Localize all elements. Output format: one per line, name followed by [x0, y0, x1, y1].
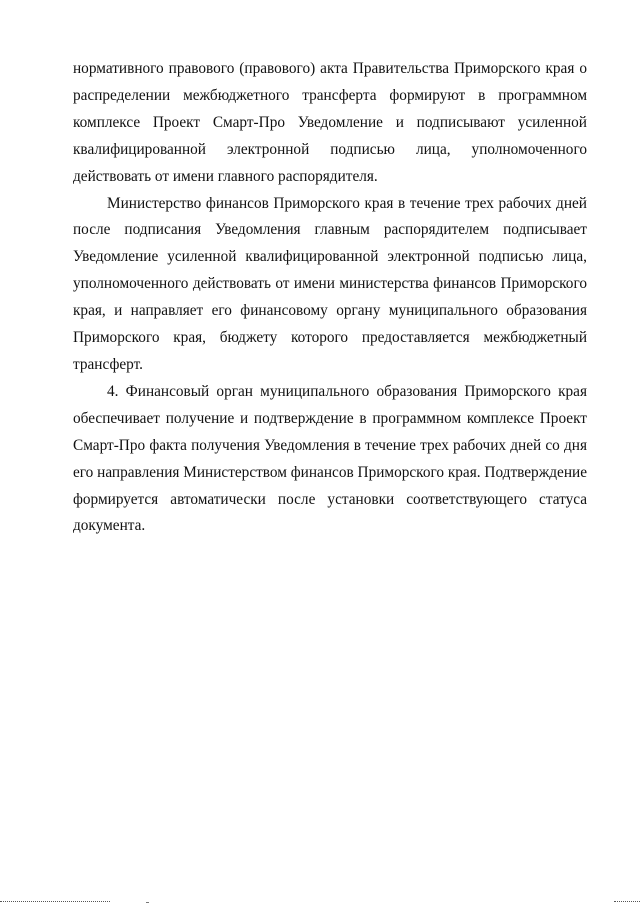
paragraph-continuation: нормативного правового (правового) акта Правительства Приморского края о распределении межбюджетного трансферта формируют в программном комплексе Проект Смарт-Про Уведомление и подписывают усиленной квалифицированной электронной подписью лица, уполномоченного действовать от имени главного распорядителя. — [73, 60, 587, 185]
document-body — [73, 56, 587, 540]
footer-dotted-rule-left — [0, 901, 110, 902]
paragraph-ministry-signing: Министерство финансов Приморского края в течение трех рабочих дней после подписания Уведомления главным распорядителем подписывает Уведомление усиленной квалифицированной электронной подписью лица, уполномоченного действовать от имени министерства финансов Приморского края, и направляет его финансовому органу муниципального образования Приморского края, бюджету которого предоставляется межбюджетный трансферт. — [73, 194, 587, 373]
paragraph-item-4: 4. Финансовый орган муниципального образования Приморского края обеспечивает получение и подтверждение в программном комплексе Проект Смарт-Про факта получения Уведомления в течение трех рабочих дней со дня его направления Министерством финансов Приморского края. Подтверждение формируется автоматически после установки соответствующего статуса документа. — [73, 382, 587, 535]
footer-dot-mark — [146, 902, 149, 903]
footer-dotted-rule-right — [614, 901, 640, 902]
